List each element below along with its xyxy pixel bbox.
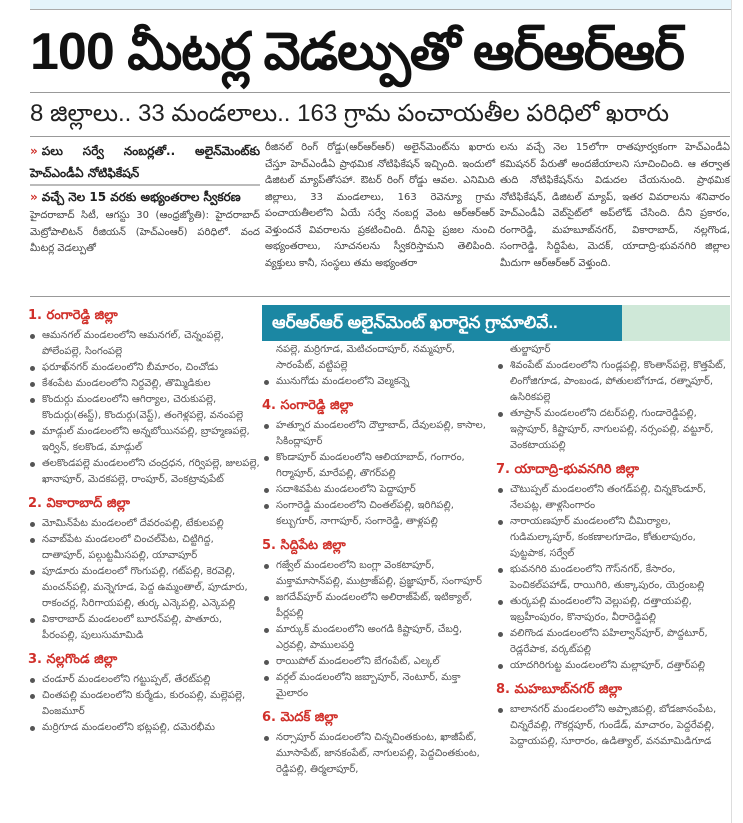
list-item: మార్కుక్ మండలంలోని అంగడి కిష్టాపూర్, చేబర్తి, ఎర్రవల్లి, పాములపర్తి: [262, 622, 494, 654]
highlight-text: పలు సర్వే నంబర్లతో.. అలైన్‌మెంట్‌కు హెచ్‌ఎండీఏ నోటిఫికేషన్: [30, 144, 260, 180]
list-item: కేశంపేట మండలంలోని నిర్దవెల్లి, తొమ్మిడికుల: [28, 376, 260, 392]
list-item: కొందుర్గు మండలంలోని ఆగిర్యాల, చెరుకుపల్లె, కొందుర్గు(ఈస్ట్), కొందుర్గు(వెస్ట్), తంగెళ్లపల్లె, వనంపల్లె: [28, 392, 260, 424]
top-band: [30, 0, 743, 10]
district-heading: 5. సిద్దిపేట జిల్లా: [262, 538, 346, 553]
list-item: హత్నూర మండలంలోని దౌల్తాబాద్, దేవులపల్లి, కాసాల, సికింద్లాపూర్: [262, 418, 494, 450]
list-item: రాయిపోల్ మండలంలోని బేగంపేట్, ఎల్కల్: [262, 654, 494, 670]
list-item: చింతపల్లి మండలంలోని కుర్మేడు, కురంపల్లి, మల్లెపల్లె, వింజమూర్: [28, 688, 260, 720]
divider: [30, 92, 730, 93]
list-item: తలకొండపల్లె మండలంలోని చంద్రధన, గర్విపల్లె, జులపల్లె, ఖానాపూర్, మెదకపల్లె, రాంపూర్, వెంకట్రావుపేట్: [28, 456, 260, 488]
list-item: మునుగోడు మండలంలోని వెల్మకన్నె: [262, 374, 494, 390]
district-heading: 8. మహబూబ్‌నగర్ జిల్లా: [496, 682, 622, 697]
list-item: నవాబ్‌పేట మండలంలో చించల్‌పేట, చిట్టిగిద్ద, దాతాపూర్, పల్గుట్టమీసపల్లి, యావాపూర్: [28, 532, 260, 564]
list-item-continuation: తుల్జాపూర్: [510, 344, 551, 355]
headline: 100 మీటర్ల వెడల్పుతో ఆర్‌ఆర్‌ఆర్: [30, 23, 684, 81]
list-item: చౌటుప్పల్ మండలంలోని తంగడ్‌పల్లి, చిన్నకొండూర్, నేలపట్ల, తాళ్లసింగారం: [496, 482, 728, 514]
divider: [30, 296, 730, 297]
list-item: చండూర్ మండలంలోని గట్టుప్పల్, తేరట్‌పల్లి: [28, 672, 260, 688]
list-item: జగదేవ్‌పూర్ మండలంలోని అలిరాజ్‌పేట్, ఇటిక్యాల్, పీర్లపల్లి: [262, 590, 494, 622]
list-item: వలిగొండ మండలంలోని పహిల్వాన్‌పూర్, పొద్దటూర్, రెడ్లరేపాక, వర్కట్‌పల్లి: [496, 626, 728, 658]
list-item: వికారాబాద్ మండలంలో బూరన్‌పల్లి, పాతూరు, పీరంపల్లి, పులుసుమామిడి: [28, 612, 260, 644]
list-item: శివంపేట్ మండలంలోని గుండ్లపల్లి, కొంతాన్‌పల్లె, కొత్తపేట్, లింగోజిగూడ, పాంబండ, పోతులబోగూడ, రత్నాపూర్, ఉసిరికపల్లె: [496, 358, 728, 406]
list-item-continuation: నపల్లె, మర్రిగూడ, మెటిచందాపూర్, నమ్మపూర్, సారంపేట్, వట్టిపల్లె: [276, 344, 455, 371]
list-column-1: [28, 300, 260, 736]
list-item: నారాయణపూర్ మండలంలోని చీమిర్యాల, గుడిమల్కాపూర్, కంకణాలగూడెం, కోతులాపురం, పుట్టపాక, సర్వేల్: [496, 514, 728, 562]
district-heading: 3. నల్లగొండ జిల్లా: [28, 652, 118, 667]
list-item: కొండాపూర్ మండలంలోని ఆలియాబాద్, గంగారం, గిర్మాపూర్, మారేపల్లి, తొగర్‌పల్లి: [262, 450, 494, 482]
highlight-2: [30, 186, 260, 208]
highlight-text: వచ్చే నెల 15 వరకు అభ్యంతరాల స్వీకరణ: [41, 190, 241, 204]
intro-paragraph: లను వచ్చే నెల 15లోగా రాతపూర్వకంగా హెచ్‌ఎండీఏ కమిషనర్ పేరుతో అందజేయాలని సూచించింది. ఆ తర్వాత తుది నోటిఫికేషన్‌ను విడుదల చేయనుంది. ప్రాథమిక నోటిఫికేషన్, డిజిటల్ మ్యాప్, ఇతర వివరాలను శనివారం హెచ్‌ఎండీఏ వెబ్‌సైట్‌లో అప్‌లోడ్ చేసింది. దీని ప్రకారం, రంగారెడ్డి, మహబూబ్‌నగర్, వికారాబాద్, నల్లగొండ, సంగారెడ్డి, సిద్దిపేట, మెదక్, యాదాద్రి-భువనగిరి జిల్లాల మీదుగా ఆర్‌ఆర్‌ఆర్ వెళ్తుంది.: [500, 142, 730, 269]
page-edge: [731, 0, 743, 823]
district-heading: 7. యాదాద్రి-భువనగిరి జిల్లా: [496, 462, 640, 477]
list-item: మాడ్గుల్ మండలంలోని అన్నబోయినపల్లి, బ్రాహ్మణపల్లె, ఇర్విన్, కలకొండ, మాడ్గుల్: [28, 424, 260, 456]
list-item: తుర్కపల్లి మండలంలోని వెల్లుపల్లి, దత్తాయపల్లి, ఇబ్రహీంపురం, కొనాపురం, వీరారెడ్డిపల్లి: [496, 594, 728, 626]
district-heading: 2. వికారాబాద్ జిల్లా: [28, 496, 130, 511]
intro-paragraph: హైదరాబాద్ సిటీ, ఆగస్టు 30 (ఆంధ్రజ్యోతి): హైదరాబాద్ మెట్రోపాలిటన్ రీజియన్ (హెచ్‌ఎంఆర్) పరిధిలో. వంద మీటర్ల వెడల్పుతో: [30, 210, 260, 254]
list-item: పూడూరు మండలంలో గొంగుపల్లి, గట్‌పల్లి, కెరవెల్లి, మంచన్‌పల్లి, మన్నెగూడ, పెద్ద ఉమ్మంతాల్, పూడూరు, రాకంచర్ల, సిరిగాయపల్లి, తుర్క ఎన్కెపల్లి, ఎన్కెపల్లి: [28, 564, 260, 612]
subheadline: 8 జిల్లాలు.. 33 మండలాలు.. 163 గ్రామ పంచాయతీల పరిధిలో ఖరారు: [30, 100, 670, 127]
intro-column-2: [265, 140, 495, 272]
district-heading: 6. మెదక్ జిల్లా: [262, 710, 338, 725]
list-item: సదాశివపేట మండలంలోని పెద్దాపూర్: [262, 482, 494, 498]
intro-column-3: [500, 140, 730, 272]
list-item: ఆమనగల్ మండలంలోని ఆమనగల్, చెన్నంపల్లె, పోలేంపల్లె, సింగంపల్లె: [28, 328, 260, 360]
list-item: భువనగిరి మండలంలోని గౌస్‌నగర్, కేసారం, పెంచికల్‌పహాడ్, రాయిగిరి, తుక్కాపురం, యెర్రంబల్లి: [496, 562, 728, 594]
intro-column-1: [30, 140, 260, 258]
list-item: సంగారెడ్డి మండలంలోని చింతల్‌పల్లి, ఇరిగిపల్లి, కల్బుగూర్, నాగాపూర్, సంగారెడ్డి, తాళ్లపల్లి: [262, 498, 494, 530]
list-item: యాదగిరిగుట్ట మండలంలోని మల్లాపూర్, దత్తార్‌పల్లి: [496, 658, 728, 674]
list-item: తూప్రాన్ మండలంలోని దటర్‌పల్లి, గుండారెడ్డిపల్లి, ఇస్లాపూర్, కిష్టాపూర్, నాగులపల్లి, నర్సంపల్లి, వట్టూర్, వెంకటాయపల్లి: [496, 406, 728, 454]
highlight-1: [30, 140, 260, 186]
villages-banner: [262, 305, 730, 341]
arrow-icon: »: [30, 144, 38, 158]
list-item: ఫరూఖ్‌నగర్ మండలంలోని బీమారం, చించోడు: [28, 360, 260, 376]
list-item: గజ్వేల్ మండలంలోని బంగ్లా వెంకటాపూర్, మక్తామాసాన్‌పల్లి, ముట్రాజ్‌పల్లి, ప్రజ్ఞాపూర్, సంగాపూర్: [262, 558, 494, 590]
district-heading: 1. రంగారెడ్డి జిల్లా: [28, 308, 118, 323]
divider: [30, 136, 730, 137]
banner-title: ఆర్‌ఆర్‌ఆర్ అలైన్‌మెంట్ ఖరారైన గ్రామాలివే..: [262, 305, 622, 341]
list-column-3: [496, 342, 728, 750]
list-item: మోమిన్‌పేట మండలంలో దేవరంపల్లి, టేకులపల్లి: [28, 516, 260, 532]
list-column-2: [262, 342, 494, 778]
list-item: మర్రిగూడ మండలంలోని భట్లపల్లి, దమెరభీమ: [28, 720, 260, 736]
list-item: నర్సాపూర్ మండలంలోని చిన్నచింతకుంట, ఖాజీపేట్, మూసాపేట్, జానకంపేట్, నాగులపల్లి, పెద్దచింతకుంట, రెడ్డిపల్లి, తిర్మలాపూర్,: [262, 730, 494, 778]
list-item: వర్గల్ మండలంలోని జబ్బాపూర్, నెంటూర్, మక్తా మైలారం: [262, 670, 494, 702]
arrow-icon: »: [30, 190, 38, 204]
district-heading: 4. సంగారెడ్డి జిల్లా: [262, 398, 354, 413]
intro-paragraph: రీజినల్ రింగ్ రోడ్డు(ఆర్‌ఆర్‌ఆర్) అలైన్‌మెంట్‌ను ఖరారు చేస్తూ హెచ్‌ఎండీఏ ప్రాథమిక నోటిఫికేషన్ ఇచ్చింది. ఇందులో డిజిటల్ మ్యాప్‌తోసహా. ఔటర్ రింగ్ రోడ్డు ఆవల. ఎనిమిది జిల్లాలు, 33 మండలాలు, 163 రెవెన్యూ గ్రామ పంచాయతీలలోని ఏయే సర్వే నంబర్ల వెంట ఆర్‌ఆర్‌ఆర్ వెళ్తుందనే వివరాలను ప్రకటించింది. దీనిపై ప్రజల నుంచి అభ్యంతరాలు, సూచనలను స్వీకరిస్తామని తెలిపింది. వ్యక్తులు కానీ, సంస్థలు తమ అభ్యంతరా: [265, 142, 495, 269]
list-item: బాలానగర్ మండలంలోని అప్పాజిపల్లి, బోడజానంపేట, చిన్నరేవల్లి, గౌకర్లపూర్, గుండేడ్, మాచారం, పెద్దరేవల్లి, పెద్దాయపల్లి, సూరారం, ఉడిత్యాల్, వనమామిడిగూడ: [496, 702, 728, 750]
